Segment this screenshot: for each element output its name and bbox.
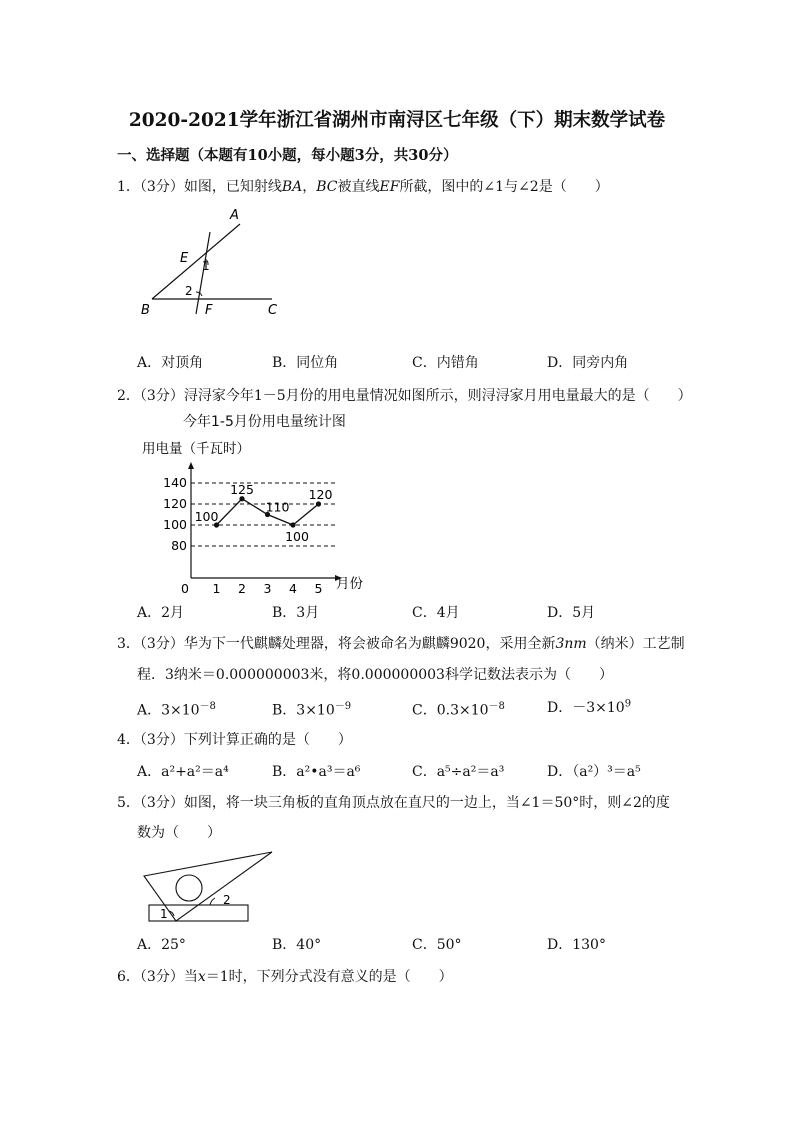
y-tick-140: 140 — [163, 475, 187, 490]
chart-title: 今年1-5月份用电量统计图 — [183, 414, 346, 430]
q1-ef: EF — [379, 179, 400, 195]
q5-option-b[interactable]: B．40° — [272, 937, 322, 953]
q2-option-a[interactable]: A．2月 — [137, 605, 185, 621]
q4-option-a[interactable]: A．a²+a²＝a⁴ — [137, 764, 229, 780]
ray-ba — [152, 224, 240, 299]
q3-nm: 3nm — [555, 636, 587, 652]
x-tick-2: 2 — [238, 581, 246, 596]
q1-bc: BC — [316, 179, 338, 195]
q4-option-b[interactable]: B．a²•a³＝a⁶ — [272, 764, 361, 780]
q3-option-d[interactable] — [547, 697, 631, 717]
x-tick-0: 0 — [181, 581, 189, 596]
question-3-line-1 — [117, 633, 685, 653]
q1-text-a: 1．（3分）如图，已知射线 — [117, 179, 282, 195]
q3-b-exp: －9 — [334, 701, 352, 712]
data-label-5: 120 — [308, 487, 333, 502]
q3-a-base: A．3×10 — [137, 702, 200, 719]
x-tick-1: 1 — [212, 581, 221, 596]
q5-option-d[interactable]: D．130° — [547, 937, 606, 953]
q3-c-exp: －8 — [488, 701, 505, 712]
question-1 — [117, 176, 609, 196]
q3-d-base: D．－3×10 — [547, 700, 625, 716]
q6-x: x — [197, 969, 206, 985]
question-5-line-1: 5．（3分）如图，将一块三角板的直角顶点放在直尺的一边上，当∠1＝50°时，则∠2的度 — [117, 795, 670, 811]
label-f: F — [205, 303, 213, 318]
q4-option-c[interactable]: C．a⁵÷a²＝a³ — [412, 764, 505, 780]
y-axis-label: 用电量（千瓦时） — [142, 441, 250, 457]
y-tick-labels — [163, 475, 187, 553]
label-angle-1: 1 — [202, 259, 210, 273]
q1-option-b[interactable]: B．同位角 — [272, 355, 339, 371]
data-point-2 — [239, 496, 244, 501]
q1-option-a[interactable]: A．对顶角 — [137, 355, 204, 371]
q1-comma: ， — [302, 179, 317, 195]
data-point-4 — [290, 522, 295, 527]
x-tick-3: 3 — [263, 581, 272, 596]
q3-d-exp: 9 — [624, 698, 632, 710]
q3-option-b[interactable] — [272, 697, 351, 720]
data-label-1: 100 — [194, 509, 219, 524]
q2-option-b[interactable]: B．3月 — [272, 605, 320, 621]
q3-text-a: 3．（3分）华为下一代麒麟处理器，将会被命名为麒麟9020，采用全新 — [117, 636, 556, 652]
q3-option-a[interactable] — [137, 697, 216, 720]
usage-chart — [135, 436, 375, 596]
data-label-2: 125 — [230, 481, 254, 497]
q1-option-d[interactable]: D．同旁内角 — [547, 355, 629, 371]
q3-b-base: B．3×10 — [272, 702, 335, 719]
q3-text-b: （纳米）工艺制 — [586, 636, 685, 652]
label-b: B — [141, 303, 150, 318]
q1-figure — [130, 204, 290, 324]
x-tick-4: 4 — [289, 581, 297, 596]
q3-c-base: C．0.3×10 — [412, 702, 489, 719]
q6-text-b: ＝1时，下列分式没有意义的是（ ） — [205, 969, 453, 985]
q1-text-b: 被直线 — [337, 179, 380, 195]
q4-option-d[interactable]: D．（a²）³＝a⁵ — [547, 764, 641, 780]
page-title: 2020-2021学年浙江省湖州市南浔区七年级（下）期末数学试卷 — [128, 110, 666, 131]
q5-option-c[interactable]: C．50° — [412, 937, 462, 953]
angle-2-arc — [210, 898, 215, 905]
question-2: 2．（3分）浔浔家今年1－5月份的用电量情况如图所示，则浔浔家月用电量最大的是（ ） — [117, 388, 692, 404]
question-3-line-2: 程．3纳米＝0.000000003米，将0.000000003科学记数法表示为（ ） — [137, 667, 613, 683]
q5-figure — [138, 846, 280, 928]
question-4: 4．（3分）下列计算正确的是（ ） — [117, 732, 352, 748]
label-c: C — [268, 303, 278, 318]
q1-option-c[interactable]: C．内错角 — [412, 355, 479, 371]
q3-a-exp: －8 — [199, 701, 216, 712]
y-tick-80: 80 — [171, 538, 187, 553]
x-tick-5: 5 — [314, 581, 323, 596]
y-tick-120: 120 — [163, 496, 187, 511]
q2-option-c[interactable]: C．4月 — [412, 605, 460, 621]
data-labels — [195, 482, 333, 544]
y-axis-arrow — [188, 462, 194, 469]
question-6 — [117, 966, 453, 986]
label-a: A — [230, 208, 239, 223]
data-point-5 — [316, 501, 321, 506]
triangle-hole — [176, 875, 202, 901]
q5-option-a[interactable]: A．25° — [137, 937, 186, 953]
question-5-line-2: 数为（ ） — [137, 825, 221, 841]
data-label-4: 100 — [285, 529, 309, 544]
label-angle-2: 2 — [185, 284, 193, 298]
y-tick-100: 100 — [163, 517, 187, 532]
label-e: E — [180, 251, 189, 266]
x-axis-label: 月份 — [336, 576, 363, 592]
q1-text-c: 所截，图中的∠1与∠2是（ ） — [399, 179, 609, 195]
q2-option-d[interactable]: D．5月 — [547, 605, 596, 621]
q1-ba: BA — [281, 179, 303, 195]
x-tick-labels — [181, 581, 322, 596]
label-angle-2: 2 — [223, 893, 231, 907]
line-ef — [196, 232, 210, 314]
data-label-3: 110 — [265, 499, 290, 515]
q3-option-c[interactable] — [412, 697, 505, 720]
label-angle-1: 1 — [160, 907, 168, 921]
q6-text-a: 6．（3分）当 — [117, 969, 198, 985]
section-heading: 一、选择题（本题有10小题，每小题3分，共30分） — [117, 147, 458, 164]
